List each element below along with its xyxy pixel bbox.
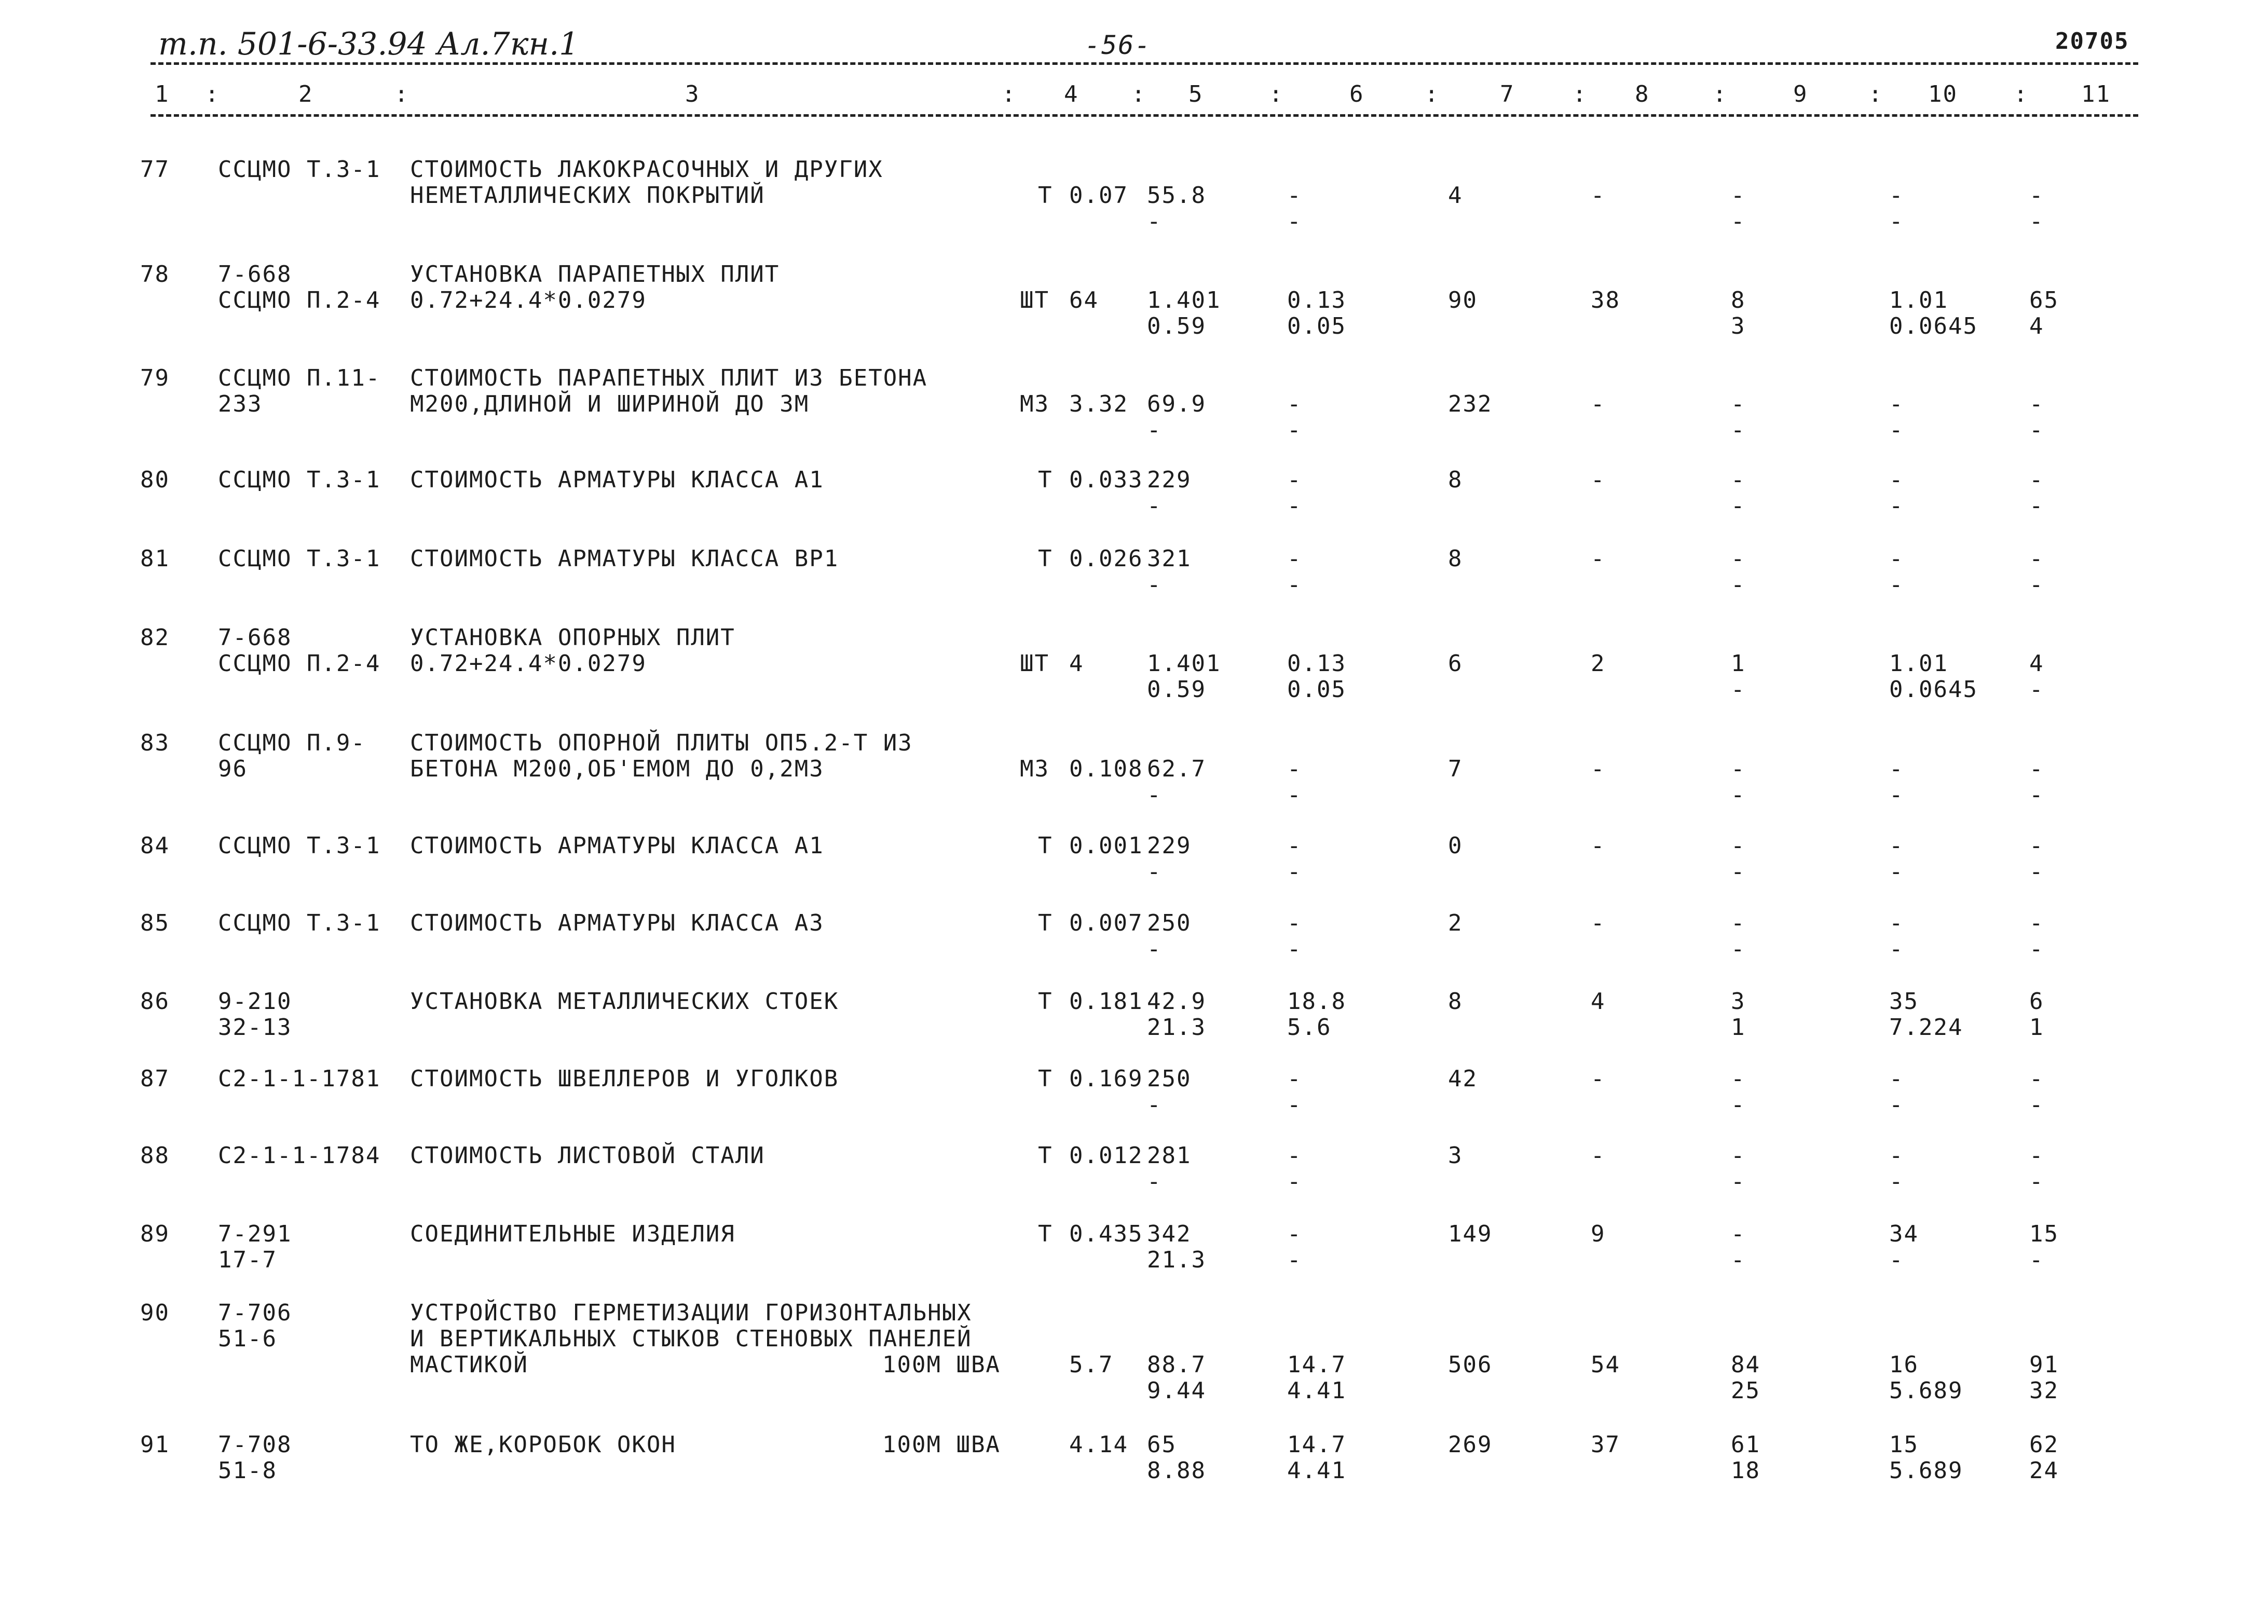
- labor-total: 4: [2029, 650, 2044, 677]
- machine-cost-per-unit: 4.41: [1287, 1457, 1346, 1484]
- machine-cost-per-unit: -: [1287, 756, 1302, 782]
- row-code: ССЦМО П.2-4: [218, 650, 381, 677]
- row-description: СТОИМОСТЬ АРМАТУРЫ КЛАССА А3: [410, 910, 824, 936]
- row-number: 87: [140, 1066, 170, 1092]
- row-number: 86: [140, 988, 170, 1015]
- row-quantity: 0.108: [1069, 756, 1143, 782]
- row-code: С2-1-1-1781: [218, 1066, 381, 1092]
- row-number: 79: [140, 365, 170, 391]
- total-cost: 42: [1448, 1066, 1478, 1092]
- machine-cost-total: 3: [1731, 313, 1746, 339]
- row-description: СТОИМОСТЬ АРМАТУРЫ КЛАССА ВР1: [410, 545, 839, 572]
- column-separator: :: [1425, 81, 1440, 107]
- machine-cost-per-unit: 14.7: [1287, 1352, 1346, 1378]
- cost-per-unit: 1.401: [1147, 287, 1221, 313]
- cost-per-unit: 0.59: [1147, 313, 1206, 339]
- document-reference: т.п. 501-6-33.94 Ал.7кн.1: [158, 26, 579, 62]
- cost-per-unit: -: [1147, 493, 1162, 519]
- labor-per-unit: -: [1889, 467, 1904, 493]
- wages-total: -: [1591, 391, 1606, 417]
- labor-per-unit: 1.01: [1889, 287, 1948, 313]
- machine-cost-total: 25: [1731, 1377, 1760, 1404]
- row-unit: 100М ШВА: [882, 1352, 1001, 1378]
- row-quantity: 3.32: [1069, 391, 1128, 417]
- machine-cost-total: -: [1731, 1247, 1746, 1273]
- machine-cost-per-unit: -: [1287, 417, 1302, 443]
- column-separator: :: [1713, 81, 1728, 107]
- labor-total: -: [2029, 756, 2044, 782]
- labor-total: 32: [2029, 1377, 2059, 1404]
- wages-total: 37: [1591, 1431, 1620, 1458]
- machine-cost-total: -: [1731, 676, 1746, 703]
- sheet-number: 20705: [2055, 28, 2129, 54]
- labor-total: -: [2029, 545, 2044, 572]
- row-number: 78: [140, 261, 170, 288]
- total-cost: 3: [1448, 1142, 1463, 1169]
- cost-per-unit: -: [1147, 858, 1162, 885]
- total-cost: 4: [1448, 182, 1463, 209]
- labor-per-unit: 0.0645: [1889, 313, 1978, 339]
- machine-cost-total: -: [1731, 182, 1746, 209]
- cost-per-unit: 342: [1147, 1221, 1192, 1247]
- labor-per-unit: -: [1889, 571, 1904, 598]
- labor-total: -: [2029, 910, 2044, 936]
- row-number: 84: [140, 833, 170, 859]
- total-cost: 0: [1448, 833, 1463, 859]
- machine-cost-per-unit: 18.8: [1287, 988, 1346, 1015]
- row-quantity: 0.169: [1069, 1066, 1143, 1092]
- row-description: М200,ДЛИНОЙ И ШИРИНОЙ ДО 3М: [410, 391, 810, 417]
- row-number: 90: [140, 1300, 170, 1326]
- machine-cost-per-unit: 5.6: [1287, 1014, 1332, 1041]
- cost-per-unit: 21.3: [1147, 1014, 1206, 1041]
- labor-total: -: [2029, 1142, 2044, 1169]
- row-quantity: 0.033: [1069, 467, 1143, 493]
- row-code: 51-6: [218, 1326, 277, 1352]
- column-number-11: 11: [2081, 81, 2111, 107]
- row-description: СТОИМОСТЬ АРМАТУРЫ КЛАССА А1: [410, 833, 824, 859]
- machine-cost-total: -: [1731, 208, 1746, 235]
- labor-per-unit: 5.689: [1889, 1377, 1963, 1404]
- wages-total: -: [1591, 1142, 1606, 1169]
- labor-total: -: [2029, 676, 2044, 703]
- machine-cost-total: -: [1731, 936, 1746, 962]
- cost-per-unit: 69.9: [1147, 391, 1206, 417]
- row-quantity: 64: [1069, 287, 1099, 313]
- labor-per-unit: -: [1889, 417, 1904, 443]
- column-number-2: 2: [298, 81, 313, 107]
- column-number-9: 9: [1793, 81, 1808, 107]
- row-code: ССЦМО Т.3-1: [218, 545, 381, 572]
- column-separator: :: [205, 81, 220, 107]
- machine-cost-total: -: [1731, 833, 1746, 859]
- row-code: С2-1-1-1784: [218, 1142, 381, 1169]
- row-number: 85: [140, 910, 170, 936]
- row-description: СТОИМОСТЬ ОПОРНОЙ ПЛИТЫ ОП5.2-Т ИЗ: [410, 730, 913, 756]
- total-cost: 6: [1448, 650, 1463, 677]
- cost-per-unit: 65: [1147, 1431, 1177, 1458]
- machine-cost-per-unit: 0.05: [1287, 676, 1346, 703]
- column-separator: :: [1131, 81, 1146, 107]
- cost-per-unit: 9.44: [1147, 1377, 1206, 1404]
- labor-total: 24: [2029, 1457, 2059, 1484]
- labor-total: -: [2029, 417, 2044, 443]
- row-quantity: 0.181: [1069, 988, 1143, 1015]
- cost-per-unit: -: [1147, 936, 1162, 962]
- row-number: 83: [140, 730, 170, 756]
- labor-per-unit: -: [1889, 391, 1904, 417]
- labor-per-unit: -: [1889, 1168, 1904, 1195]
- wages-total: -: [1591, 182, 1606, 209]
- wages-total: -: [1591, 833, 1606, 859]
- column-separator: :: [1269, 81, 1284, 107]
- machine-cost-total: -: [1731, 782, 1746, 808]
- labor-per-unit: 5.689: [1889, 1457, 1963, 1484]
- row-unit: М3: [1020, 391, 1049, 417]
- cost-per-unit: 55.8: [1147, 182, 1206, 209]
- row-unit: 100М ШВА: [882, 1431, 1001, 1458]
- machine-cost-total: 18: [1731, 1457, 1760, 1484]
- row-quantity: 5.7: [1069, 1352, 1114, 1378]
- column-number-5: 5: [1188, 81, 1204, 107]
- machine-cost-per-unit: -: [1287, 858, 1302, 885]
- wages-total: -: [1591, 467, 1606, 493]
- row-code: 51-8: [218, 1457, 277, 1484]
- row-code: 7-706: [218, 1300, 292, 1326]
- machine-cost-total: 1: [1731, 1014, 1746, 1041]
- total-cost: 269: [1448, 1431, 1493, 1458]
- row-description: БЕТОНА М200,ОБ'ЕМОМ ДО 0,2М3: [410, 756, 824, 782]
- machine-cost-per-unit: 0.05: [1287, 313, 1346, 339]
- labor-per-unit: 0.0645: [1889, 676, 1978, 703]
- labor-total: -: [2029, 208, 2044, 235]
- machine-cost-per-unit: -: [1287, 182, 1302, 209]
- row-number: 81: [140, 545, 170, 572]
- labor-total: 6: [2029, 988, 2044, 1015]
- labor-per-unit: -: [1889, 858, 1904, 885]
- row-unit: Т: [1038, 1066, 1053, 1092]
- labor-per-unit: -: [1889, 910, 1904, 936]
- labor-per-unit: -: [1889, 1066, 1904, 1092]
- cost-per-unit: 229: [1147, 833, 1192, 859]
- labor-per-unit: -: [1889, 936, 1904, 962]
- row-description: 0.72+24.4*0.0279: [410, 287, 647, 313]
- machine-cost-per-unit: -: [1287, 1221, 1302, 1247]
- column-number-1: 1: [155, 81, 170, 107]
- labor-total: -: [2029, 493, 2044, 519]
- row-number: 80: [140, 467, 170, 493]
- row-description: УСТАНОВКА ПАРАПЕТНЫХ ПЛИТ: [410, 261, 780, 288]
- column-number-3: 3: [685, 81, 700, 107]
- machine-cost-per-unit: -: [1287, 493, 1302, 519]
- cost-per-unit: 250: [1147, 910, 1192, 936]
- wages-total: 4: [1591, 988, 1606, 1015]
- row-description: МАСТИКОЙ: [410, 1352, 528, 1378]
- cost-per-unit: 62.7: [1147, 756, 1206, 782]
- labor-per-unit: -: [1889, 1091, 1904, 1118]
- machine-cost-per-unit: -: [1287, 936, 1302, 962]
- row-unit: М3: [1020, 756, 1049, 782]
- row-description: СТОИМОСТЬ ЛАКОКРАСОЧНЫХ И ДРУГИХ: [410, 156, 883, 183]
- machine-cost-total: 84: [1731, 1352, 1760, 1378]
- total-cost: 2: [1448, 910, 1463, 936]
- row-description: 0.72+24.4*0.0279: [410, 650, 647, 677]
- column-number-6: 6: [1349, 81, 1364, 107]
- wages-total: 9: [1591, 1221, 1606, 1247]
- cost-per-unit: 0.59: [1147, 676, 1206, 703]
- labor-total: 1: [2029, 1014, 2044, 1041]
- row-code: 17-7: [218, 1247, 277, 1273]
- wages-total: -: [1591, 545, 1606, 572]
- cost-per-unit: 8.88: [1147, 1457, 1206, 1484]
- labor-total: -: [2029, 571, 2044, 598]
- row-code: 7-668: [218, 624, 292, 651]
- labor-per-unit: 7.224: [1889, 1014, 1963, 1041]
- labor-total: -: [2029, 833, 2044, 859]
- total-cost: 149: [1448, 1221, 1493, 1247]
- row-code: ССЦМО Т.3-1: [218, 910, 381, 936]
- machine-cost-total: -: [1731, 545, 1746, 572]
- row-quantity: 0.026: [1069, 545, 1143, 572]
- labor-total: -: [2029, 936, 2044, 962]
- labor-total: -: [2029, 391, 2044, 417]
- labor-per-unit: 16: [1889, 1352, 1919, 1378]
- row-description: СТОИМОСТЬ ПАРАПЕТНЫХ ПЛИТ ИЗ БЕТОНА: [410, 365, 928, 391]
- machine-cost-per-unit: 14.7: [1287, 1431, 1346, 1458]
- labor-total: -: [2029, 782, 2044, 808]
- cost-per-unit: 229: [1147, 467, 1192, 493]
- row-code: 9-210: [218, 988, 292, 1015]
- machine-cost-per-unit: -: [1287, 1091, 1302, 1118]
- row-code: 7-708: [218, 1431, 292, 1458]
- row-unit: Т: [1038, 1142, 1053, 1169]
- cost-per-unit: 88.7: [1147, 1352, 1206, 1378]
- total-cost: 8: [1448, 467, 1463, 493]
- machine-cost-per-unit: 4.41: [1287, 1377, 1346, 1404]
- row-unit: Т: [1038, 545, 1053, 572]
- row-code: 32-13: [218, 1014, 292, 1041]
- row-unit: ШТ: [1020, 650, 1049, 677]
- row-quantity: 4: [1069, 650, 1084, 677]
- labor-per-unit: -: [1889, 208, 1904, 235]
- row-code: ССЦМО П.2-4: [218, 287, 381, 313]
- labor-total: -: [2029, 1168, 2044, 1195]
- row-code: 7-668: [218, 261, 292, 288]
- row-quantity: 0.07: [1069, 182, 1128, 209]
- row-unit: Т: [1038, 1221, 1053, 1247]
- machine-cost-total: -: [1731, 417, 1746, 443]
- labor-total: 15: [2029, 1221, 2059, 1247]
- column-separator: :: [1573, 81, 1588, 107]
- machine-cost-total: -: [1731, 493, 1746, 519]
- labor-per-unit: -: [1889, 756, 1904, 782]
- row-unit: Т: [1038, 467, 1053, 493]
- labor-per-unit: -: [1889, 782, 1904, 808]
- row-quantity: 0.001: [1069, 833, 1143, 859]
- machine-cost-total: -: [1731, 571, 1746, 598]
- total-cost: 90: [1448, 287, 1478, 313]
- row-unit: Т: [1038, 988, 1053, 1015]
- labor-total: 62: [2029, 1431, 2059, 1458]
- machine-cost-total: -: [1731, 1168, 1746, 1195]
- row-description: УСТАНОВКА МЕТАЛЛИЧЕСКИХ СТОЕК: [410, 988, 839, 1015]
- total-cost: 232: [1448, 391, 1493, 417]
- total-cost: 8: [1448, 545, 1463, 572]
- machine-cost-total: -: [1731, 756, 1746, 782]
- header-rule-bottom: [151, 114, 2138, 117]
- labor-per-unit: -: [1889, 545, 1904, 572]
- row-code: ССЦМО Т.3-1: [218, 156, 381, 183]
- row-unit: Т: [1038, 182, 1053, 209]
- labor-total: -: [2029, 1247, 2044, 1273]
- machine-cost-total: -: [1731, 467, 1746, 493]
- machine-cost-per-unit: -: [1287, 910, 1302, 936]
- cost-per-unit: 281: [1147, 1142, 1192, 1169]
- machine-cost-total: 1: [1731, 650, 1746, 677]
- row-description: И ВЕРТИКАЛЬНЫХ СТЫКОВ СТЕНОВЫХ ПАНЕЛЕЙ: [410, 1326, 972, 1352]
- row-description: ТО ЖЕ,КОРОБОК ОКОН: [410, 1431, 676, 1458]
- cost-per-unit: -: [1147, 1091, 1162, 1118]
- row-number: 88: [140, 1142, 170, 1169]
- row-description: СТОИМОСТЬ АРМАТУРЫ КЛАССА А1: [410, 467, 824, 493]
- machine-cost-per-unit: -: [1287, 467, 1302, 493]
- row-unit: ШТ: [1020, 287, 1049, 313]
- machine-cost-total: -: [1731, 391, 1746, 417]
- labor-per-unit: 34: [1889, 1221, 1919, 1247]
- row-description: УСТРОЙСТВО ГЕРМЕТИЗАЦИИ ГОРИЗОНТАЛЬНЫХ: [410, 1300, 972, 1326]
- labor-per-unit: -: [1889, 833, 1904, 859]
- machine-cost-per-unit: -: [1287, 1066, 1302, 1092]
- labor-per-unit: -: [1889, 182, 1904, 209]
- machine-cost-total: -: [1731, 1221, 1746, 1247]
- machine-cost-per-unit: -: [1287, 1247, 1302, 1273]
- row-description: СТОИМОСТЬ ЛИСТОВОЙ СТАЛИ: [410, 1142, 765, 1169]
- wages-total: -: [1591, 910, 1606, 936]
- cost-per-unit: 321: [1147, 545, 1192, 572]
- cost-per-unit: 1.401: [1147, 650, 1221, 677]
- machine-cost-per-unit: -: [1287, 391, 1302, 417]
- row-unit: Т: [1038, 833, 1053, 859]
- column-separator: :: [1868, 81, 1883, 107]
- machine-cost-per-unit: 0.13: [1287, 650, 1346, 677]
- column-number-10: 10: [1928, 81, 1958, 107]
- cost-per-unit: -: [1147, 1168, 1162, 1195]
- page-number: -56-: [1085, 30, 1152, 60]
- total-cost: 7: [1448, 756, 1463, 782]
- header-rule-top: [151, 62, 2138, 65]
- labor-total: -: [2029, 1066, 2044, 1092]
- labor-total: -: [2029, 182, 2044, 209]
- labor-per-unit: 1.01: [1889, 650, 1948, 677]
- row-number: 91: [140, 1431, 170, 1458]
- total-cost: 8: [1448, 988, 1463, 1015]
- machine-cost-total: -: [1731, 858, 1746, 885]
- wages-total: -: [1591, 756, 1606, 782]
- labor-total: 65: [2029, 287, 2059, 313]
- row-number: 89: [140, 1221, 170, 1247]
- machine-cost-per-unit: -: [1287, 545, 1302, 572]
- machine-cost-per-unit: -: [1287, 1142, 1302, 1169]
- machine-cost-total: -: [1731, 910, 1746, 936]
- machine-cost-per-unit: -: [1287, 1168, 1302, 1195]
- total-cost: 506: [1448, 1352, 1493, 1378]
- row-quantity: 0.007: [1069, 910, 1143, 936]
- cost-per-unit: -: [1147, 417, 1162, 443]
- labor-per-unit: 35: [1889, 988, 1919, 1015]
- cost-per-unit: 250: [1147, 1066, 1192, 1092]
- column-separator: :: [2014, 81, 2029, 107]
- row-code: 233: [218, 391, 263, 417]
- column-separator: :: [394, 81, 409, 107]
- machine-cost-per-unit: -: [1287, 833, 1302, 859]
- row-code: 96: [218, 756, 248, 782]
- row-code: ССЦМО Т.3-1: [218, 467, 381, 493]
- column-separator: :: [1002, 81, 1017, 107]
- labor-per-unit: -: [1889, 1247, 1904, 1273]
- row-description: СТОИМОСТЬ ШВЕЛЛЕРОВ И УГОЛКОВ: [410, 1066, 839, 1092]
- row-code: ССЦМО П.9-: [218, 730, 366, 756]
- labor-total: 91: [2029, 1352, 2059, 1378]
- machine-cost-total: 8: [1731, 287, 1746, 313]
- cost-per-unit: 42.9: [1147, 988, 1206, 1015]
- row-code: ССЦМО П.11-: [218, 365, 381, 391]
- row-quantity: 0.435: [1069, 1221, 1143, 1247]
- labor-total: -: [2029, 467, 2044, 493]
- machine-cost-per-unit: -: [1287, 208, 1302, 235]
- row-number: 82: [140, 624, 170, 651]
- labor-total: -: [2029, 858, 2044, 885]
- row-quantity: 4.14: [1069, 1431, 1128, 1458]
- machine-cost-total: 61: [1731, 1431, 1760, 1458]
- column-number-4: 4: [1064, 81, 1079, 107]
- row-code: ССЦМО Т.3-1: [218, 833, 381, 859]
- machine-cost-total: -: [1731, 1066, 1746, 1092]
- column-number-7: 7: [1500, 81, 1515, 107]
- machine-cost-per-unit: -: [1287, 782, 1302, 808]
- row-code: 7-291: [218, 1221, 292, 1247]
- labor-per-unit: 15: [1889, 1431, 1919, 1458]
- row-description: НЕМЕТАЛЛИЧЕСКИХ ПОКРЫТИЙ: [410, 182, 765, 209]
- column-number-8: 8: [1635, 81, 1650, 107]
- labor-per-unit: -: [1889, 493, 1904, 519]
- row-number: 77: [140, 156, 170, 183]
- cost-per-unit: -: [1147, 782, 1162, 808]
- wages-total: 2: [1591, 650, 1606, 677]
- labor-per-unit: -: [1889, 1142, 1904, 1169]
- row-unit: Т: [1038, 910, 1053, 936]
- machine-cost-per-unit: -: [1287, 571, 1302, 598]
- row-description: УСТАНОВКА ОПОРНЫХ ПЛИТ: [410, 624, 735, 651]
- wages-total: -: [1591, 1066, 1606, 1092]
- machine-cost-total: -: [1731, 1142, 1746, 1169]
- cost-per-unit: -: [1147, 571, 1162, 598]
- wages-total: 54: [1591, 1352, 1620, 1378]
- machine-cost-per-unit: 0.13: [1287, 287, 1346, 313]
- labor-total: -: [2029, 1091, 2044, 1118]
- row-description: СОЕДИНИТЕЛЬНЫЕ ИЗДЕЛИЯ: [410, 1221, 735, 1247]
- machine-cost-total: -: [1731, 1091, 1746, 1118]
- machine-cost-total: 3: [1731, 988, 1746, 1015]
- cost-per-unit: 21.3: [1147, 1247, 1206, 1273]
- cost-per-unit: -: [1147, 208, 1162, 235]
- labor-total: 4: [2029, 313, 2044, 339]
- row-quantity: 0.012: [1069, 1142, 1143, 1169]
- wages-total: 38: [1591, 287, 1620, 313]
